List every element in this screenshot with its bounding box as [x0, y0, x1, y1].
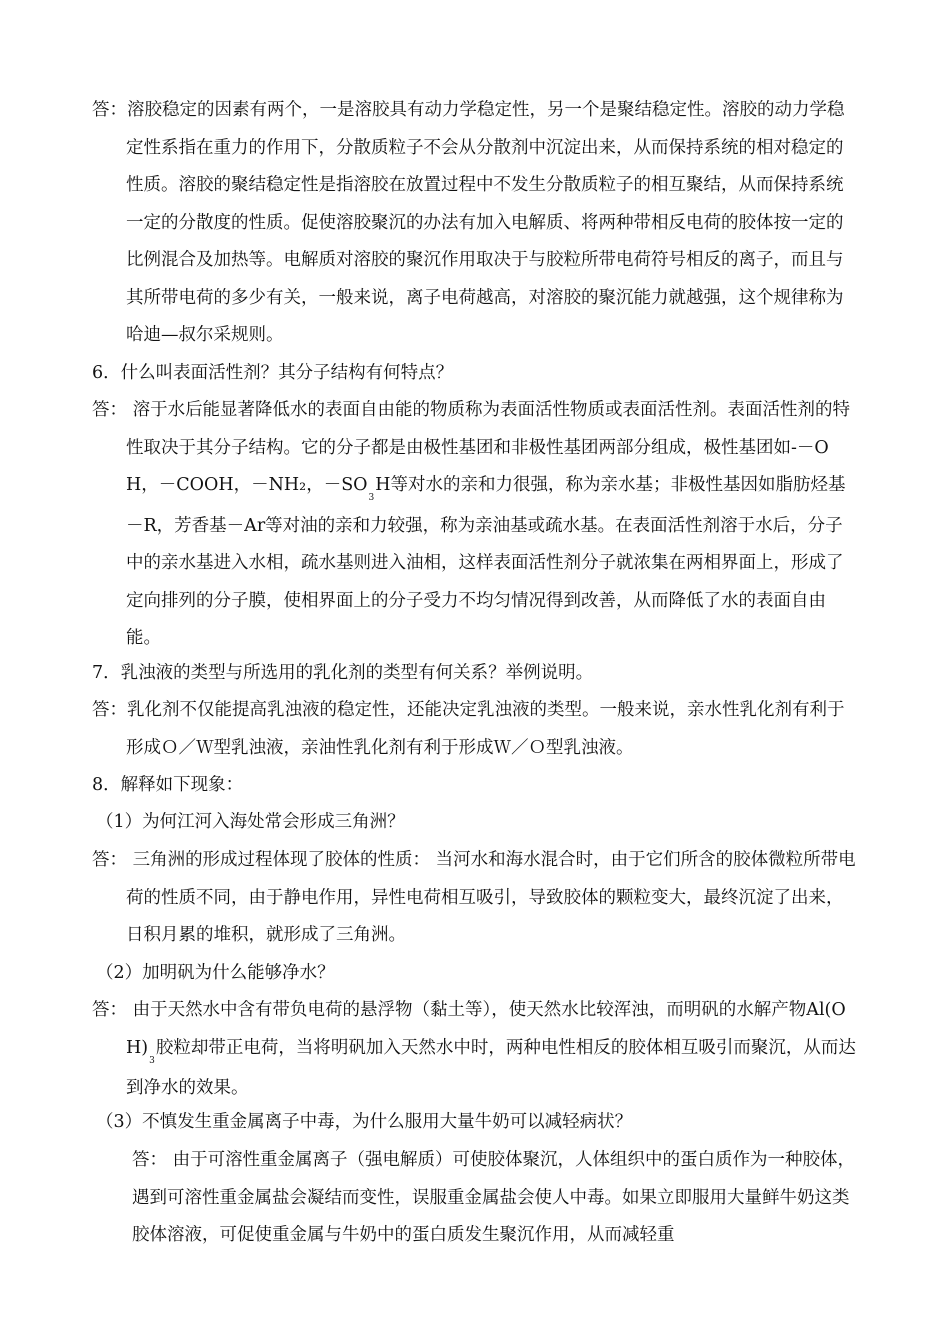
- answer-text-part2: H等对水的亲和力很强，称为亲水基；非极性基因如脂肪烃基－R，芳香基－Ar等对油的亲和力较强，称为亲油基或疏水基。在表面活性剂溶于水后，分子中的亲水基进入水相，疏水基则进入油相，这样表面活性剂分子就浓集在两相界面上，形成了定向排列的分子膜，使相界面上的分子受力不均匀情况得到改善，从而降低了水的表面自由能。: [126, 475, 846, 648]
- question-6: 6．什么叫表面活性剂？其分子结构有何特点？: [92, 363, 454, 383]
- answer-label: 答：: [92, 850, 127, 870]
- question-7: 7．乳浊液的类型与所选用的乳化剂的类型有何关系？举例说明。: [92, 663, 594, 683]
- answer-surfactant: [92, 392, 858, 658]
- subscript: 3: [368, 493, 375, 503]
- answer-label: 答：: [92, 100, 127, 120]
- question-8-2: （2）加明矾为什么能够净水？: [96, 963, 335, 983]
- answer-heavy-metal: [132, 1142, 858, 1255]
- answer-text-part1: 溶于水后能显著降低水的表面自由能的物质称为表面活性物质或表面活性剂。表面活性剂的特性取决于其分子结构。它的分子都是由极性基团和非极性基团两部分组成，极性基团如-－OH，－COOH，－NH₂，－SO: [126, 400, 851, 495]
- question-8-3: （3）不慎发生重金属离子中毒，为什么服用大量牛奶可以减轻病状？: [96, 1112, 633, 1132]
- answer-text-part1: 由于天然水中含有带负电荷的悬浮物（黏土等），使天然水比较浑浊，而明矾的水解产物Al(OH): [126, 1000, 846, 1058]
- answer-label: 答：: [92, 400, 127, 420]
- answer-label: 答：: [92, 700, 127, 720]
- question-8: 8．解释如下现象：: [92, 775, 244, 795]
- answer-text: 溶胶稳定的因素有两个，一是溶胶具有动力学稳定性，另一个是聚结稳定性。溶胶的动力学稳定性系指在重力的作用下，分散质粒子不会从分散剂中沉淀出来，从而保持系统的相对稳定的性质。溶胶的聚结稳定性是指溶胶在放置过程中不发生分散质粒子的相互聚结，从而保持系统一定的分散度的性质。促使溶胶聚沉的办法有加入电解质、将两种带相反电荷的胶体按一定的比例混合及加热等。电解质对溶胶的聚沉作用取决于与胶粒所带电荷符号相反的离子，而且与其所带电荷的多少有关，一般来说，离子电荷越高，对溶胶的聚沉能力就越强，这个规律称为哈迪—叔尔采规则。: [126, 100, 845, 345]
- subscript: 3: [149, 1055, 155, 1066]
- answer-delta: [92, 842, 858, 955]
- answer-text: 三角洲的形成过程体现了胶体的性质： 当河水和海水混合时，由于它们所含的胶体微粒所带电荷的性质不同，由于静电作用，异性电荷相互吸引，导致胶体的颗粒变大，最终沉淀了出来，日积月累的堆积，就形成了三角洲。: [126, 850, 856, 945]
- answer-label: 答：: [92, 1000, 127, 1020]
- question-8-1: （1）为何江河入海处常会形成三角洲？: [96, 812, 405, 832]
- answer-emulsion: [92, 692, 858, 767]
- answer-text: 由于可溶性重金属离子（强电解质）可使胶体聚沉，人体组织中的蛋白质作为一种胶体，遇到可溶性重金属盐会凝结而变性，误服重金属盐会使人中毒。如果立即服用大量鲜牛奶这类胶体溶液，可促使重金属与牛奶中的蛋白质发生聚沉作用，从而减轻重: [132, 1150, 856, 1245]
- answer-colloid-stability: [92, 92, 858, 355]
- answer-label: 答：: [132, 1150, 167, 1170]
- answer-alum: [92, 992, 858, 1108]
- answer-text: 乳化剂不仅能提高乳浊液的稳定性，还能决定乳浊液的类型。一般来说，亲水性乳化剂有利于形成Ｏ／Ｗ型乳浊液，亲油性乳化剂有利于形成Ｗ／Ｏ型乳浊液。: [126, 700, 845, 758]
- answer-text-part2: 胶粒却带正电荷，当将明矾加入天然水中时，两种电性相反的胶体相互吸引而聚沉，从而达到净水的效果。: [126, 1037, 856, 1098]
